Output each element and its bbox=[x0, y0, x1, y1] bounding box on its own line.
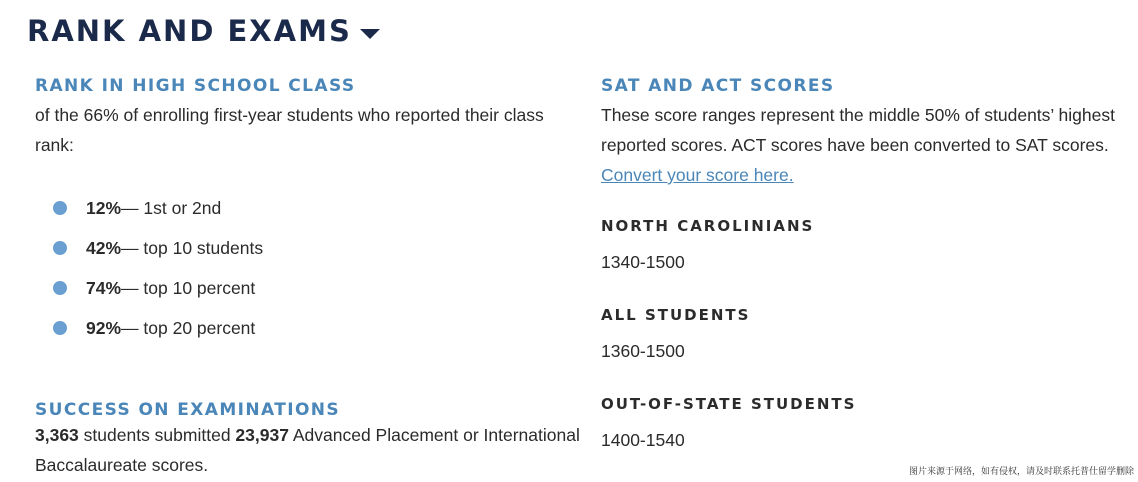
group-label: NORTH CAROLINIANS bbox=[601, 217, 815, 235]
group-range: 1400-1540 bbox=[601, 430, 685, 450]
rank-heading: RANK IN HIGH SCHOOL CLASS bbox=[35, 76, 356, 96]
rank-label: — top 10 students bbox=[121, 237, 264, 258]
list-item bbox=[53, 228, 575, 268]
students-count: 3,363 bbox=[35, 425, 79, 445]
rank-intro: of the 66% of enrolling first-year students who reported their class rank: bbox=[35, 105, 544, 155]
list-item bbox=[53, 308, 575, 348]
page-title-text: RANK AND EXAMS bbox=[27, 14, 352, 48]
success-heading: SUCCESS ON EXAMINATIONS bbox=[35, 400, 341, 420]
sat-heading: SAT AND ACT SCORES bbox=[601, 76, 835, 96]
rank-percent: 92% bbox=[86, 317, 122, 338]
rank-label: — top 10 percent bbox=[121, 277, 256, 298]
rank-label: — top 20 percent bbox=[121, 317, 256, 338]
bullet-icon bbox=[53, 201, 67, 215]
rank-percent: 12% bbox=[86, 197, 122, 218]
rank-section bbox=[35, 76, 575, 348]
rank-percent: 74% bbox=[86, 277, 122, 298]
caret-down-icon[interactable] bbox=[360, 29, 380, 39]
success-mid: students submitted bbox=[78, 425, 236, 445]
sat-desc-text: These score ranges represent the middle 50% of students’ highest reported scores. ACT scores have been converted to SAT scores. bbox=[601, 105, 1115, 155]
page-title[interactable] bbox=[27, 14, 380, 48]
sat-section bbox=[601, 76, 1121, 450]
success-section bbox=[35, 400, 595, 480]
group-label: ALL STUDENTS bbox=[601, 306, 751, 324]
watermark: 图片来源于网络，如有侵权，请及时联系托普仕留学删除 bbox=[908, 467, 1134, 477]
group-label: OUT-OF-STATE STUDENTS bbox=[601, 395, 857, 413]
bullet-icon bbox=[53, 281, 67, 295]
bullet-icon bbox=[53, 321, 67, 335]
list-item bbox=[53, 268, 575, 308]
scores-count: 23,937 bbox=[235, 425, 289, 445]
list-item bbox=[53, 188, 575, 228]
sat-description bbox=[601, 100, 1121, 190]
bullet-icon bbox=[53, 241, 67, 255]
convert-score-link[interactable]: Convert your score here. bbox=[601, 165, 794, 185]
rank-label: — 1st or 2nd bbox=[121, 197, 222, 218]
success-tail: Advanced Placement or International Baccalaureate scores. bbox=[35, 425, 580, 475]
rank-list bbox=[53, 188, 575, 348]
rank-percent: 42% bbox=[86, 237, 122, 258]
group-range: 1340-1500 bbox=[601, 252, 685, 272]
group-range: 1360-1500 bbox=[601, 341, 685, 361]
success-text bbox=[35, 420, 595, 480]
